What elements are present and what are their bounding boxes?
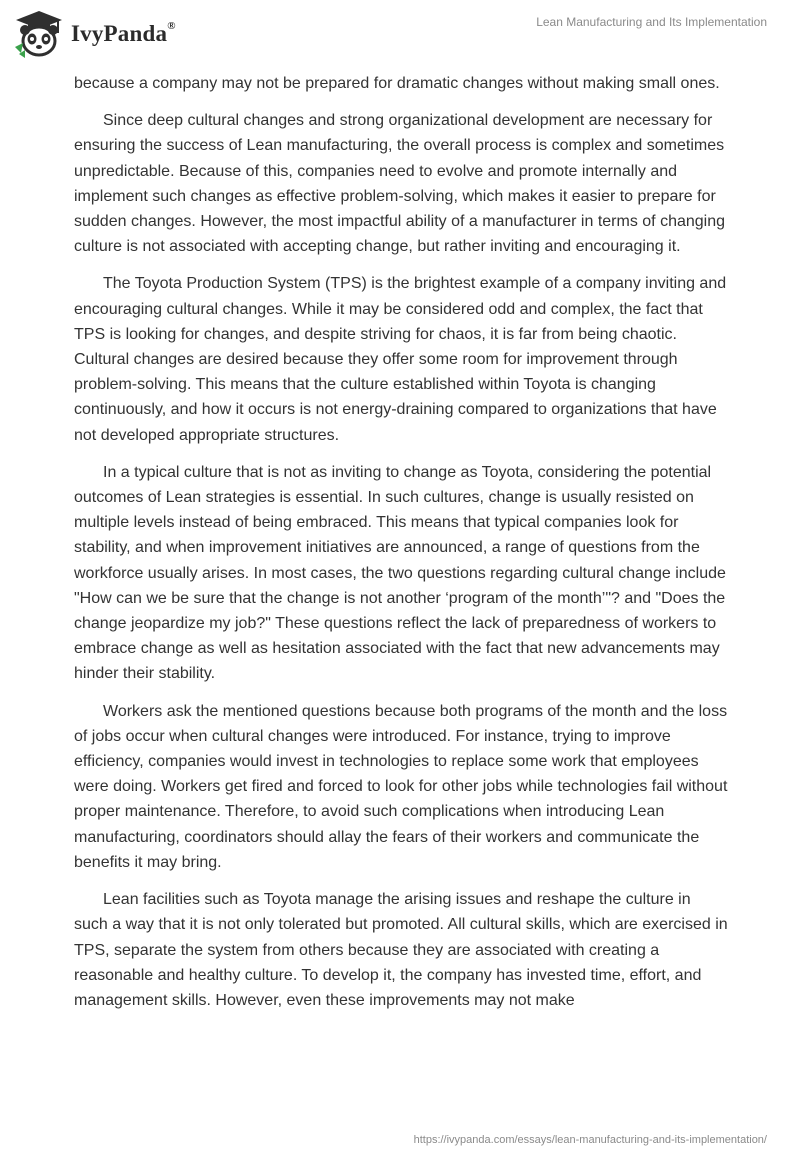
brand-name: IvyPanda® [71, 20, 176, 46]
paragraph: Workers ask the mentioned questions because both programs of the month and the loss of jobs occur when cultural changes were introduced. For instance, trying to improve efficiency, companies would invest in technologies to replace some work that employees were doing. Workers get fired and forced to look for other jobs while technologies fail without proper maintenance. Therefore, to avoid such complications when introducing Lean manufacturing, coordinators should allay the fears of their workers and communicate the benefits it may bring. [74, 702, 728, 871]
page-header [0, 0, 800, 70]
panda-graduate-icon [13, 9, 65, 59]
source-url[interactable]: https://ivypanda.com/essays/lean-manufacturing-and-its-implementation/ [413, 1134, 767, 1146]
essay-body [74, 71, 728, 1025]
paragraph: because a company may not be prepared for dramatic changes without making small ones. [74, 75, 720, 92]
paragraph: In a typical culture that is not as inviting to change as Toyota, considering the potential outcomes of Lean strategies is essential. In such cultures, change is usually resisted on multiple levels instead of being embraced. This means that typical companies look for stability, and when improvement initiatives are announced, a range of questions from the workforce usually arises. In most cases, the two questions regarding cultural change include "How can we be sure that the change is not another ‘program of the month’"? and "Does the change jeopardize my job?" These questions reflect the lack of preparedness of workers to embrace change as well as hesitation associated with the fact that new advancements may hinder their stability. [74, 463, 726, 683]
ivypanda-logo[interactable] [13, 9, 176, 59]
registered-mark: ® [167, 20, 176, 33]
paragraph: The Toyota Production System (TPS) is the brightest example of a company inviting and encouraging cultural changes. While it may be considered odd and complex, the fact that TPS is looking for changes, and despite striving for chaos, it is far from being chaotic. Cultural changes are desired because they offer some room for improvement through problem-solving. This means that the culture established within Toyota is changing continuously, and how it occurs is not energy-draining compared to organizations that have not developed appropriate structures. [74, 275, 727, 444]
paragraph: Since deep cultural changes and strong organizational development are necessary for ensuring the success of Lean manufacturing, the overall process is complex and sometimes unpredictable. Because of this, companies need to evolve and promote internally and implement such changes as effective problem-solving, which makes it easier to prepare for sudden changes. However, the most impactful ability of a manufacturer in terms of changing culture is not associated with accepting change, but rather inviting and encouraging it. [74, 112, 726, 256]
paragraph: Lean facilities such as Toyota manage the arising issues and reshape the culture in such a way that it is not only tolerated but promoted. All cultural skills, which are exercised in TPS, separate the system from others because they are associated with creating a reasonable and healthy culture. To develop it, the company has invested time, effort, and management skills. However, even these improvements may not make [74, 891, 728, 1009]
document-title: Lean Manufacturing and Its Implementation [536, 15, 767, 29]
